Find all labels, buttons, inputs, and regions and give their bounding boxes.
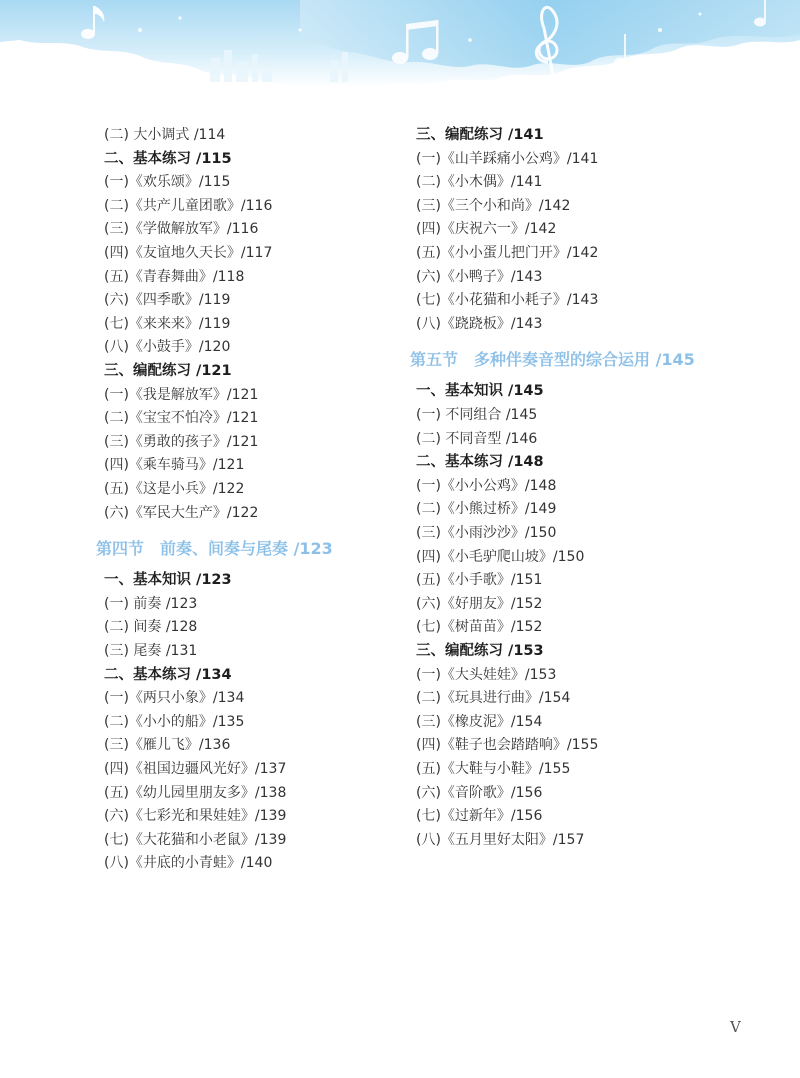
section-heading: 第五节 多种伴奏音型的综合运用 /145 <box>410 350 695 370</box>
toc-entry: (四)《乘车骑马》/121 <box>104 457 245 474</box>
toc-entry: (八)《井底的小青蛙》/140 <box>104 855 273 872</box>
toc-entry: (二)《小木偶》/141 <box>416 174 543 191</box>
toc-entry: (三) 尾奏 /131 <box>104 643 198 659</box>
toc-entry: (一)《欢乐颂》/115 <box>104 174 231 191</box>
toc-entry: (三)《学做解放军》/116 <box>104 221 259 238</box>
toc-entry: (一)《大头娃娃》/153 <box>416 666 557 683</box>
toc-entry: (三)《勇敢的孩子》/121 <box>104 433 259 450</box>
toc-entry: (五)《小小蛋儿把门开》/142 <box>416 245 599 261</box>
subsection-heading: 二、基本练习 /134 <box>104 666 232 683</box>
page-number: V <box>730 1018 741 1036</box>
toc-entry: (五)《大鞋与小鞋》/155 <box>416 761 571 777</box>
toc-entry: (七)《来来来》/119 <box>104 315 231 332</box>
toc-entry: (一)《小小公鸡》/148 <box>416 477 557 494</box>
toc-entry: (五)《幼儿园里朋友多》/138 <box>104 784 287 801</box>
subsection-heading: 二、基本练习 /115 <box>104 150 232 167</box>
toc-entry: (二)《宝宝不怕冷》/121 <box>104 410 259 427</box>
subsection-heading: 三、编配练习 /153 <box>416 643 544 659</box>
toc-entry: (六)《小鸭子》/143 <box>416 268 543 285</box>
subsection-heading: 一、基本知识 /123 <box>104 572 232 589</box>
subsection-heading: 三、编配练习 /141 <box>416 127 544 143</box>
toc-entry: (六)《七彩光和果娃娃》/139 <box>104 808 287 825</box>
toc-entry: (五)《这是小兵》/122 <box>104 481 245 497</box>
toc-entry: (二) 间奏 /128 <box>104 619 198 636</box>
toc-entry: (二)《小熊过桥》/149 <box>416 501 557 518</box>
toc-entry: (六)《军民大生产》/122 <box>104 504 259 521</box>
toc-entry: (一)《山羊踩痛小公鸡》/141 <box>416 150 599 167</box>
toc-entry: (四)《小毛驴爬山坡》/150 <box>416 548 585 565</box>
section-heading: 第四节 前奏、间奏与尾奏 /123 <box>96 539 333 559</box>
subsection-heading: 二、基本练习 /148 <box>416 454 544 471</box>
toc-entry: (一) 前奏 /123 <box>104 595 198 612</box>
toc-entry: (二)《小小的船》/135 <box>104 713 245 730</box>
toc-entry: (三)《橡皮泥》/154 <box>416 713 543 730</box>
toc-entry: (四)《友谊地久天长》/117 <box>104 245 273 261</box>
header-banner <box>0 0 800 96</box>
toc-entry: (三)《三个小和尚》/142 <box>416 197 571 214</box>
toc-entry: (三)《雁儿飞》/136 <box>104 737 231 754</box>
toc-entry: (七)《过新年》/156 <box>416 808 543 825</box>
toc-entry: (八)《跷跷板》/143 <box>416 315 543 332</box>
toc-entry: (六)《四季歌》/119 <box>104 292 231 309</box>
toc-entry: (二)《共产儿童团歌》/116 <box>104 197 273 214</box>
toc-entry: (一)《我是解放军》/121 <box>104 386 259 403</box>
toc-entry: (七)《树苗苗》/152 <box>416 619 543 636</box>
toc-entry: (四)《庆祝六一》/142 <box>416 221 557 238</box>
toc-entry: (六)《音阶歌》/156 <box>416 784 543 801</box>
toc-entry: (四)《祖国边疆风光好》/137 <box>104 761 287 777</box>
toc-entry: (七)《大花猫和小老鼠》/139 <box>104 831 287 848</box>
toc-entry: (五)《小手歌》/151 <box>416 572 543 589</box>
toc-entry: (八)《小鼓手》/120 <box>104 339 231 356</box>
toc-entry: (二)《玩具进行曲》/154 <box>416 690 571 707</box>
toc-entry: (三)《小雨沙沙》/150 <box>416 525 557 541</box>
toc-entry: (四)《鞋子也会踏踏响》/155 <box>416 737 599 754</box>
toc-entry: (六)《好朋友》/152 <box>416 595 543 612</box>
toc-entry: (二) 不同音型 /146 <box>416 430 538 447</box>
toc-entry: (八)《五月里好太阳》/157 <box>416 831 585 848</box>
toc-entry: (二) 大小调式 /114 <box>104 127 226 143</box>
subsection-heading: 一、基本知识 /145 <box>416 383 544 400</box>
subsection-heading: 三、编配练习 /121 <box>104 363 232 379</box>
banner-art <box>0 0 800 96</box>
toc-entry: (五)《青春舞曲》/118 <box>104 268 245 285</box>
toc-entry: (七)《小花猫和小耗子》/143 <box>416 292 599 309</box>
toc-entry: (一) 不同组合 /145 <box>416 407 538 423</box>
toc-entry: (一)《两只小象》/134 <box>104 690 245 707</box>
